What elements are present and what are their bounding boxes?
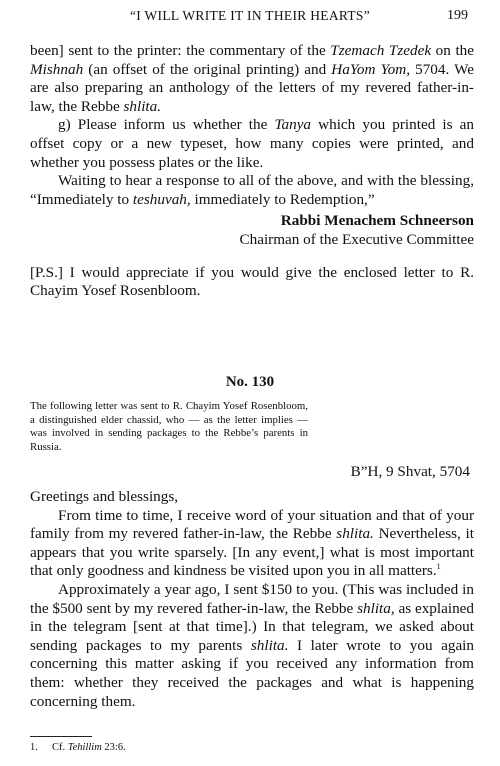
- running-head: [0, 6, 500, 26]
- running-title: “I WILL WRITE IT IN THEIR HEARTS”: [129, 8, 371, 23]
- letter-dateline: B”H, 9 Shvat, 5704: [350, 463, 470, 480]
- paragraph-150-dollars: Approximately a year ago, I sent $150 to you. (This was included in the $500 sent by my revered father-in-law, the Rebbe shlita, as explained in the telegram [sent at that time].) In that telegram, we asked about sending packages to my parents shlita. I later wrote to you again concerning this matter asking if you received any information from them: whether they received the packages and what is happening concerning them.: [30, 580, 474, 710]
- continued-letter: [30, 42, 474, 301]
- letter-introduction: The following letter was sent to R. Chayim Yosef Rosenbloom, a distinguished elder chassid, who — as the letter implies — was involved in sending packages to the Rebbe’s parents in Russia.: [30, 400, 308, 453]
- paragraph-tanya: g) Please inform us whether the Tanya which you printed is an offset copy or a new typeset, how many copies were printed, and whether you possess plates or the like.: [30, 116, 474, 171]
- paragraph-word-of-situation: From time to time, I receive word of your situation and that of your family from my revered father-in-law, the Rebbe shlita. Nevertheless, it appears that you write sparsely. [In any event,] what is most important that only goodness and kindness be visited upon you in all matters.$^1$: [30, 506, 474, 580]
- greeting: Greetings and blessings,: [30, 488, 179, 505]
- footnote-source: Tehillim: [67, 742, 102, 753]
- paragraph-closing-blessing: Waiting to hear a response to all of the above, and with the blessing, “Immediately to teshuvah, immediately to Redemption,”: [30, 172, 474, 208]
- signature-name: Rabbi Menachem Schneerson: [280, 212, 474, 230]
- page-number: 199: [447, 8, 468, 23]
- signature-title: Chairman of the Executive Committee: [239, 230, 474, 248]
- paragraph-printer: been] sent to the printer: the commentary of the Tzemach Tzedek on the Mishnah (an offset of the original printing) and HaYom Yom, 5704. We are also preparing an anthology of the letters of my revered father-in-law, the Rebbe shlita.: [30, 42, 474, 115]
- footnote-divider: [30, 736, 92, 737]
- footnote-reference[interactable]: 1: [436, 562, 441, 572]
- footnote: 1. Cf. Tehillim 23:6.: [30, 742, 126, 753]
- letter-number-heading: No. 130: [225, 374, 275, 390]
- footnote-number: 1.: [30, 742, 38, 753]
- letter-body: [30, 488, 474, 711]
- postscript: [P.S.] I would appreciate if you would give the enclosed letter to R. Chayim Yosef Rosenbloom.: [30, 263, 474, 300]
